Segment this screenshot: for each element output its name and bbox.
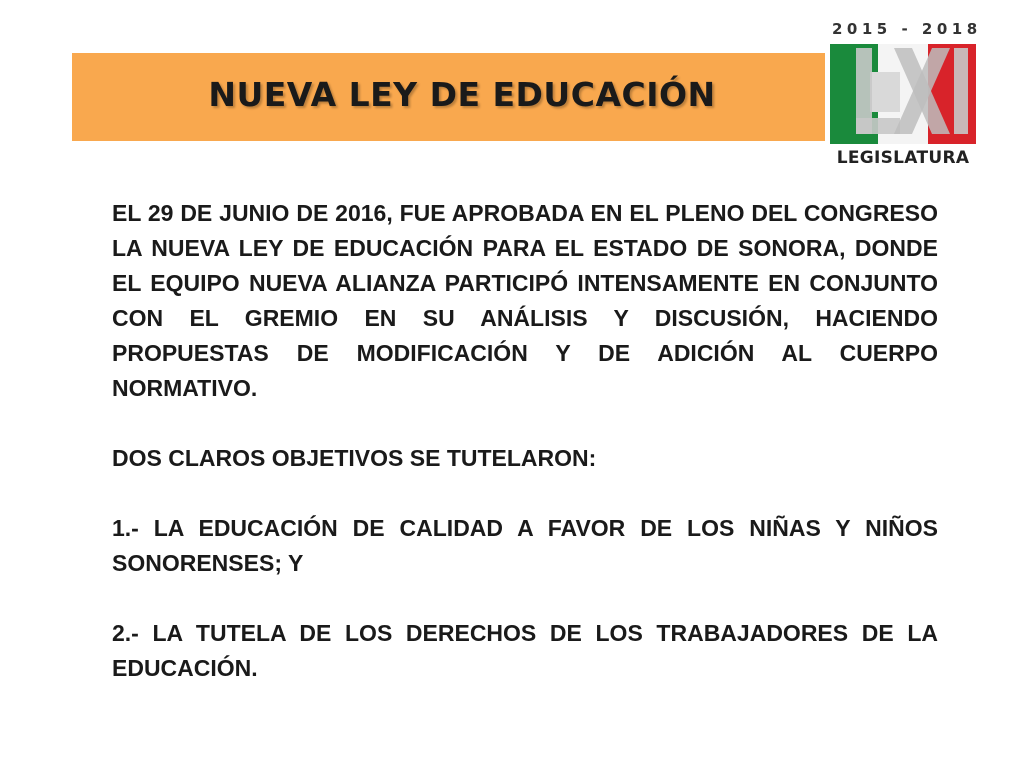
- paragraph-intro: EL 29 DE JUNIO DE 2016, FUE APROBADA EN EL PLENO DEL CONGRESO LA NUEVA LEY DE EDUCACIÓN PARA EL ESTADO DE SONORA, DONDE EL EQUIPO NUEVA ALIANZA PARTICIPÓ INTENSAMENTE EN CONJUNTO CON EL GREMIO EN SU ANÁLISIS Y DISCUSIÓN, HACIENDO PROPUESTAS DE MODIFICACIÓN Y DE ADICIÓN AL CUERPO NORMATIVO.: [112, 200, 938, 401]
- paragraph-objective-1: 1.- LA EDUCACIÓN DE CALIDAD A FAVOR DE LOS NIÑAS Y NIÑOS SONORENSES; Y: [112, 515, 938, 576]
- title-banner: [72, 53, 825, 141]
- page-title: NUEVA LEY DE EDUCACIÓN: [208, 75, 716, 114]
- body-text: [112, 196, 938, 686]
- paragraph-objectives-heading: DOS CLAROS OBJETIVOS SE TUTELARON:: [112, 445, 597, 471]
- paragraph-objective-2: 2.- LA TUTELA DE LOS DERECHOS DE LOS TRABAJADORES DE LA EDUCACIÓN.: [112, 620, 938, 681]
- legislatura-logo: [828, 20, 982, 170]
- logo-label: LEGISLATURA: [836, 148, 970, 168]
- logo-years: 2015 - 2018: [832, 20, 982, 38]
- lxi-emblem-icon: [830, 44, 976, 164]
